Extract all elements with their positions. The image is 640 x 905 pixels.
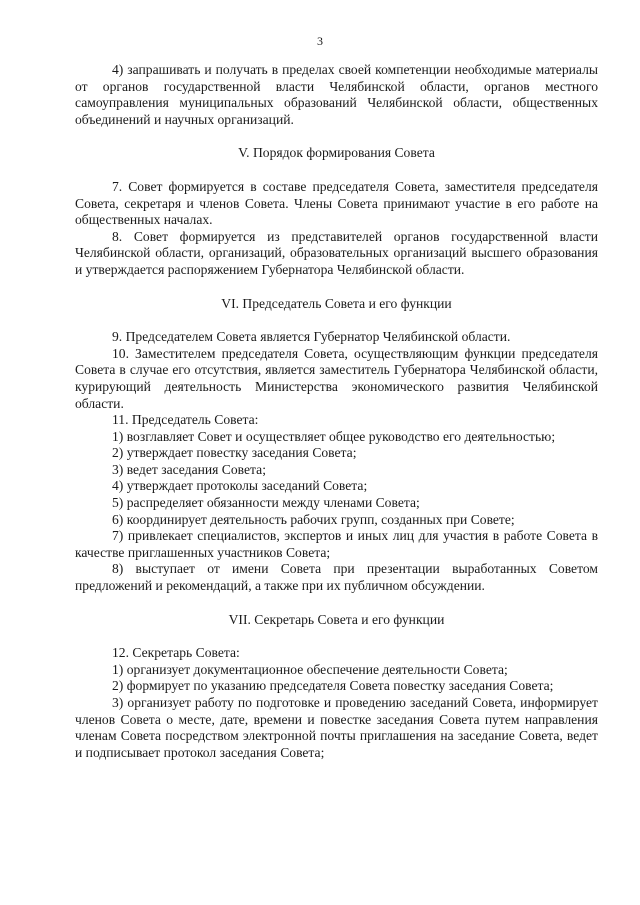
list-item-12-3: 3) организует работу по подготовке и проведению заседаний Совета, информирует членов Совета о месте, дате, времени и повестке заседания Совета путем направления членам Совета посредством электронной почты приглашения на заседание Совета, ведет и подписывает протокол заседания Совета; (75, 695, 598, 760)
list-item-11-3: 3) ведет заседания Совета; (112, 461, 266, 477)
list-item-11-4: 4) утверждает протоколы заседаний Совета; (112, 478, 368, 494)
paragraph-9: 9. Председателем Совета является Губернатор Челябинской области. (112, 329, 511, 345)
list-item-11-8: 8) выступает от имени Совета при презентации выработанных Советом предложений и рекомендаций, а также при их публичном обсуждении. (75, 561, 598, 594)
paragraph-item-4: 4) запрашивать и получать в пределах своей компетенции необходимые материалы от органов государственной власти Челябинской области, органов местного самоуправления муниципальных образований Челябинской области, общественных объединений и научных организаций. (75, 62, 598, 127)
list-item-11-5: 5) распределяет обязанности между членами Совета; (112, 495, 420, 511)
section-heading-v: V. Порядок формирования Совета (238, 145, 435, 161)
list-item-12-2: 2) формирует по указанию председателя Совета повестку заседания Совета; (112, 678, 554, 694)
list-item-11-2: 2) утверждает повестку заседания Совета; (112, 445, 357, 461)
list-item-11-1: 1) возглавляет Совет и осуществляет общее руководство его деятельностью; (112, 428, 556, 444)
paragraph-12: 12. Секретарь Совета: (112, 645, 240, 661)
page-number: 3 (317, 34, 323, 48)
list-item-11-6: 6) координирует деятельность рабочих групп, созданных при Совете; (112, 511, 515, 527)
paragraph-11: 11. Председатель Совета: (112, 412, 259, 428)
section-heading-vii: VII. Секретарь Совета и его функции (228, 611, 445, 627)
paragraph-10: 10. Заместителем председателя Совета, осуществляющим функции председателя Совета в случае его отсутствия, является заместитель Губернатора Челябинской области, курирующий деятельность Министерства экономического развития Челябинской области. (75, 345, 598, 411)
paragraph-7: 7. Совет формируется в составе председателя Совета, заместителя председателя Совета, секретаря и членов Совета. Члены Совета принимают участие в его работе на общественных началах. (75, 178, 598, 228)
paragraph-8: 8. Совет формируется из представителей органов государственной власти Челябинской области, организаций, образовательных организаций высшего образования и утверждается распоряжением Губернатора Челябинской области. (75, 228, 598, 277)
list-item-12-1: 1) организует документационное обеспечение деятельности Совета; (112, 661, 508, 677)
list-item-11-7: 7) привлекает специалистов, экспертов и иных лиц для участия в работе Совета в качестве приглашенных участников Совета; (75, 528, 598, 560)
section-heading-vi: VI. Председатель Совета и его функции (221, 295, 452, 311)
document-body (75, 62, 598, 761)
